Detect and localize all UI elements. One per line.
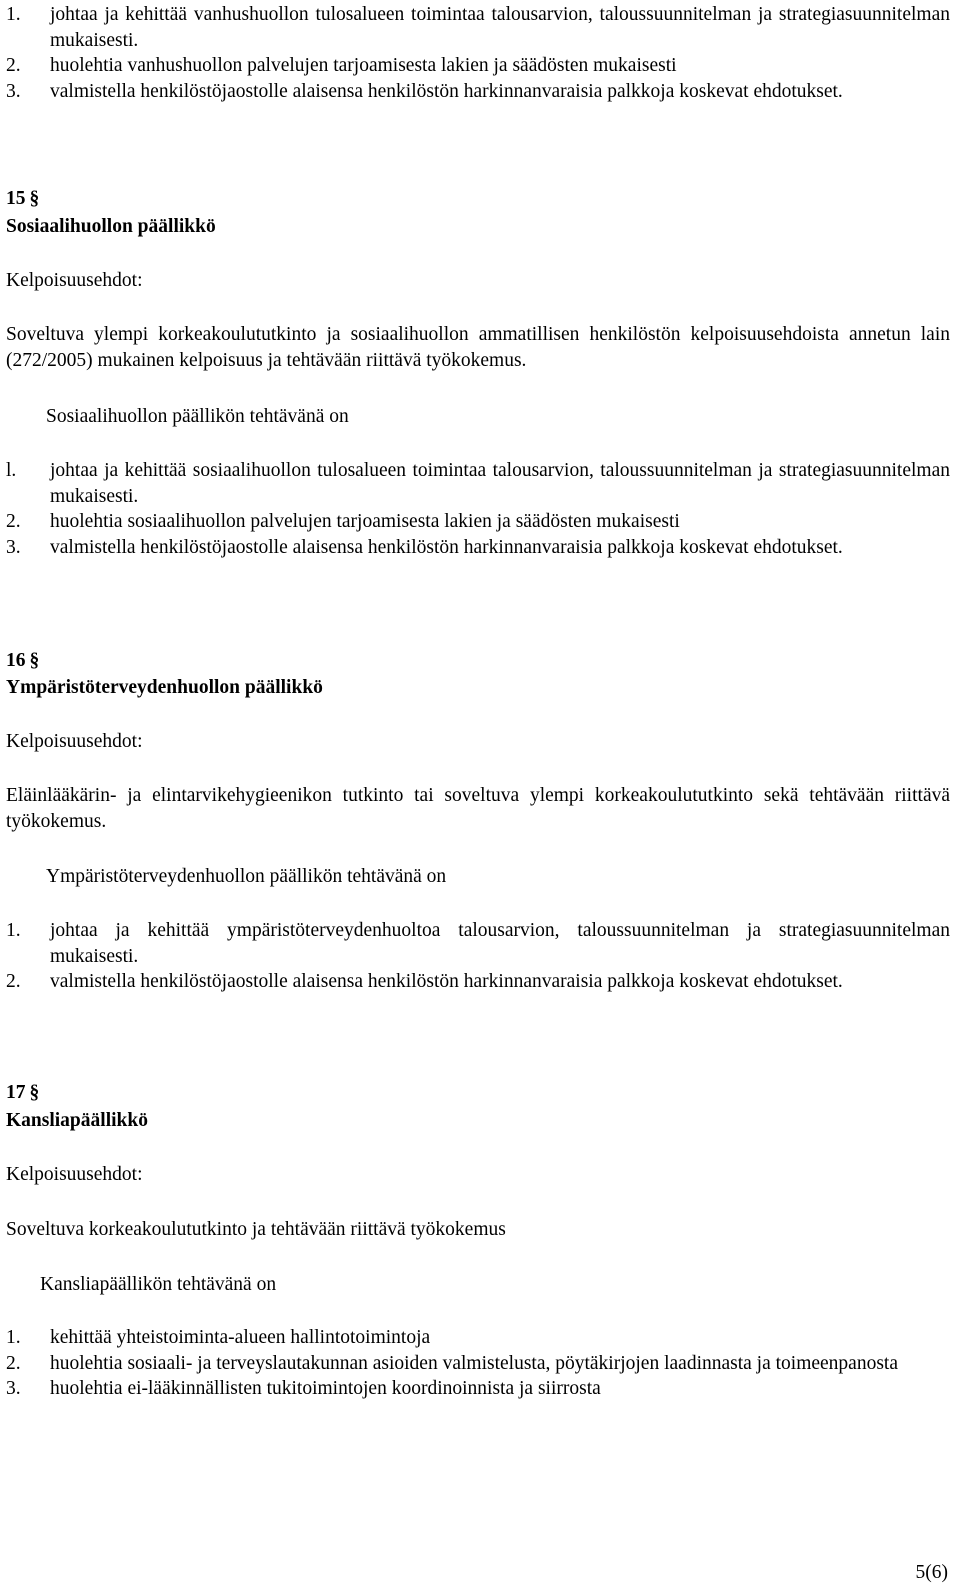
section-15-duties-intro: Sosiaalihuollon päällikön tehtävänä on: [46, 406, 349, 427]
section-17-heading: [6, 1080, 950, 1106]
section-17-qual-text: Soveltuva korkeakoulututkinto ja tehtävään riittävä työkokemus: [6, 1219, 506, 1240]
list-item: 2. huolehtia vanhushuollon palvelujen tarjoamisesta lakien ja säädösten mukaisesti: [6, 55, 677, 76]
section-number: 17: [6, 1082, 26, 1103]
page-number: 5(6): [915, 1562, 948, 1583]
list-item: l. johtaa ja kehittää sosiaalihuollon tulosalueen toimintaa talousarvion, taloussuunnitelman ja strategiasuunnitelman mukaisesti.: [6, 460, 950, 507]
section-17-duties-intro: Kansliapäällikön tehtävänä on: [40, 1274, 277, 1295]
section-15-heading: [6, 186, 950, 212]
list-item: 3. valmistella henkilöstöjaostolle alaisensa henkilöstön harkinnanvaraisia palkkoja koskevat ehdotukset.: [6, 80, 843, 102]
section-16-qual-label: Kelpoisuusehdot:: [6, 731, 143, 752]
top-duties-list: [6, 2, 950, 104]
list-item: 1. kehittää yhteistoiminta-alueen hallintotoimintoja: [6, 1327, 431, 1348]
section-number: 15: [6, 188, 26, 209]
paragraph-symbol: §: [29, 650, 40, 671]
section-15-qual-text: Soveltuva ylempi korkeakoulututkinto ja sosiaalihuollon ammatillisen henkilöstön kelpoisuusehdoista annetun lain (272/2005) mukainen kelpoisuus ja tehtävään riittävä työkokemus.: [6, 324, 950, 371]
list-item: 2. valmistella henkilöstöjaostolle alaisensa henkilöstön harkinnanvaraisia palkkoja koskevat ehdotukset.: [6, 971, 843, 992]
list-item: 2. huolehtia sosiaalihuollon palvelujen tarjoamisesta lakien ja säädösten mukaisesti: [6, 511, 680, 532]
paragraph-symbol: §: [29, 1082, 40, 1103]
list-item: 2. huolehtia sosiaali- ja terveyslautakunnan asioiden valmistelusta, pöytäkirjojen laadinnasta ja toimeenpanosta: [6, 1352, 899, 1374]
section-16-title: Ympäristöterveydenhuollon päällikkö: [6, 677, 323, 698]
section-16-qual-text: Eläinlääkärin- ja elintarvikehygieenikon tutkinto tai soveltuva ylempi korkeakoulututkinto sekä tehtävään riittävä työkokemus.: [6, 785, 950, 832]
section-15-title: Sosiaalihuollon päällikkö: [6, 216, 216, 237]
section-16-duties-list: [6, 918, 950, 995]
section-17-qual-label: Kelpoisuusehdot:: [6, 1164, 143, 1185]
section-15-duties-list: [6, 458, 950, 560]
section-number: 16: [6, 650, 26, 671]
list-item: 1. johtaa ja kehittää ympäristöterveydenhuoltoa talousarvion, taloussuunnitelman ja strategiasuunnitelman mukaisesti.: [6, 920, 950, 967]
list-item: 3. valmistella henkilöstöjaostolle alaisensa henkilöstön harkinnanvaraisia palkkoja koskevat ehdotukset.: [6, 536, 843, 558]
section-16-duties-intro: Ympäristöterveydenhuollon päällikön tehtävänä on: [46, 866, 447, 887]
paragraph-symbol: §: [29, 188, 40, 209]
section-16-heading: [6, 648, 950, 674]
list-item: 3. huolehtia ei-lääkinnällisten tukitoimintojen koordinoinnista ja siirrosta: [6, 1378, 601, 1399]
section-17-title: Kansliapäällikkö: [6, 1110, 148, 1131]
section-17-duties-list: [6, 1325, 950, 1402]
section-15-qual-label: Kelpoisuusehdot:: [6, 270, 143, 291]
list-item: 1. johtaa ja kehittää vanhushuollon tulosalueen toimintaa talousarvion, taloussuunnitelman ja strategiasuunnitelman mukaisesti.: [6, 4, 950, 51]
